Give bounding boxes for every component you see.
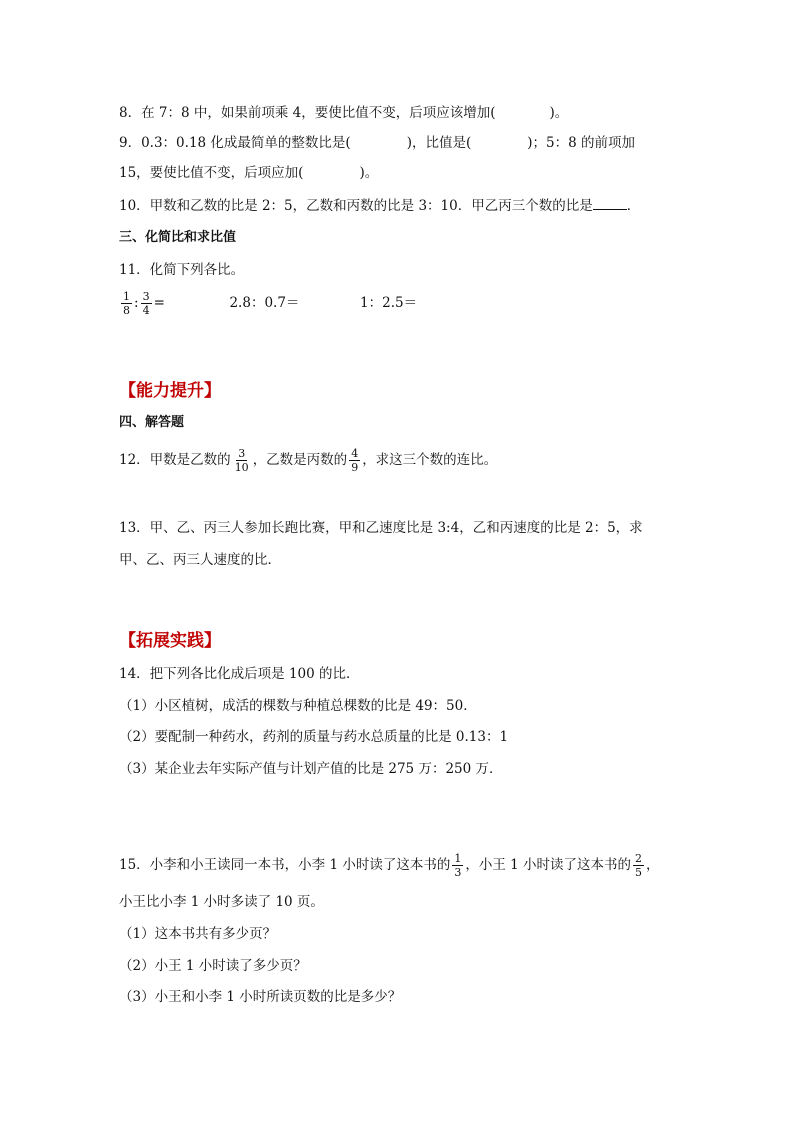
question-10 (119, 197, 640, 215)
q10-answer-line (593, 197, 627, 210)
q15-fraction-2 (633, 852, 644, 879)
fraction-numerator: 3 (142, 290, 150, 303)
fraction-denominator: 9 (351, 461, 359, 474)
q9-text-a: 9．0.3：0.18 化成最简单的整数比是( (119, 135, 351, 151)
q15-item-3: （3）小王和小李 1 小时所读页数的比是多少？ (119, 989, 402, 1005)
q10-text: 10．甲数和乙数的比是 2：5，乙数和丙数的比是 3：10．甲乙丙三个数的比是 (119, 198, 593, 214)
q11-equals: = (153, 295, 165, 311)
q9-text-c: )；5：8 的前项加 (527, 135, 635, 151)
q15-text-c: ， (646, 857, 660, 873)
question-15-line1 (119, 845, 660, 885)
fraction-denominator: 4 (142, 304, 150, 317)
q9-text-d: 15，要使比值不变，后项应加( (119, 165, 304, 181)
q15-text-b: ，小王 1 小时读了这本书的 (465, 857, 632, 873)
fraction-denominator: 5 (635, 866, 643, 879)
question-12 (119, 440, 497, 480)
q9-text-b: )，比值是( (406, 135, 472, 151)
fraction-denominator: 10 (234, 461, 249, 474)
fraction-numerator: 1 (454, 852, 462, 865)
q12-fraction-1 (233, 447, 251, 474)
question-9-line2 (119, 164, 378, 182)
q10-text-end: ． (626, 198, 641, 214)
q11-fraction-2 (141, 290, 152, 317)
fraction-numerator: 2 (635, 852, 643, 865)
heading-extended-practice: 【拓展实践】 (119, 631, 221, 651)
q14-item-2: （2）要配制一种药水，药剂的质量与药水总质量的比是 0.13：1 (119, 729, 509, 745)
section-4-title: 四、解答题 (119, 415, 185, 430)
question-8 (119, 104, 568, 122)
fraction-numerator: 3 (238, 447, 246, 460)
q12-fraction-2 (349, 447, 360, 474)
fraction-denominator: 8 (123, 304, 130, 317)
question-13-line1: 13．甲、乙、丙三人参加长跑比赛，甲和乙速度比是 3:4，乙和丙速度的比是 2：5，求 (119, 520, 643, 536)
fraction-denominator: 3 (454, 866, 462, 879)
question-11: 11．化简下列各比。 (119, 262, 245, 278)
q8-text: 8．在 7：8 中，如果前项乘 4，要使比值不变，后项应该增加( (119, 105, 496, 121)
q11-colon: : (134, 295, 139, 311)
q11-expression-3: 1：2.5＝ (360, 295, 418, 311)
question-9-line1 (119, 134, 635, 152)
q11-fraction-1 (121, 290, 132, 317)
q12-text-a: 12．甲数是乙数的 (119, 452, 231, 468)
q15-fraction-1 (452, 852, 463, 879)
q15-item-2: （2）小王 1 小时读了多少页？ (119, 958, 307, 974)
q14-item-1: （1）小区植树，成活的棵数与种植总棵数的比是 49：50． (119, 698, 477, 714)
q15-item-1: （1）这本书共有多少页？ (119, 926, 277, 942)
q15-text-a: 15．小李和小王读同一本书，小李 1 小时读了这本书的 (119, 857, 451, 873)
section-3-title: 三、化简比和求比值 (119, 230, 237, 245)
q14-item-3: （3）某企业去年实际产值与计划产值的比是 275 万：250 万． (119, 761, 503, 777)
fraction-numerator: 4 (351, 447, 359, 460)
q12-text-c: ，求这三个数的连比。 (362, 452, 498, 468)
heading-ability-improvement: 【能力提升】 (119, 381, 221, 401)
fraction-numerator: 1 (123, 290, 130, 303)
q11-expression-2: 2.8：0.7＝ (229, 295, 300, 311)
question-15-line2: 小王比小李 1 小时多读了 10 页。 (119, 894, 324, 910)
question-13-line2: 甲、乙、丙三人速度的比． (119, 552, 281, 568)
q8-text-end: )。 (549, 105, 569, 121)
question-11-expressions (119, 286, 417, 320)
q9-text-e: )。 (359, 165, 379, 181)
q12-text-b: ，乙数是丙数的 (252, 452, 348, 468)
question-14: 14．把下列各比化成后项是 100 的比． (119, 666, 360, 682)
